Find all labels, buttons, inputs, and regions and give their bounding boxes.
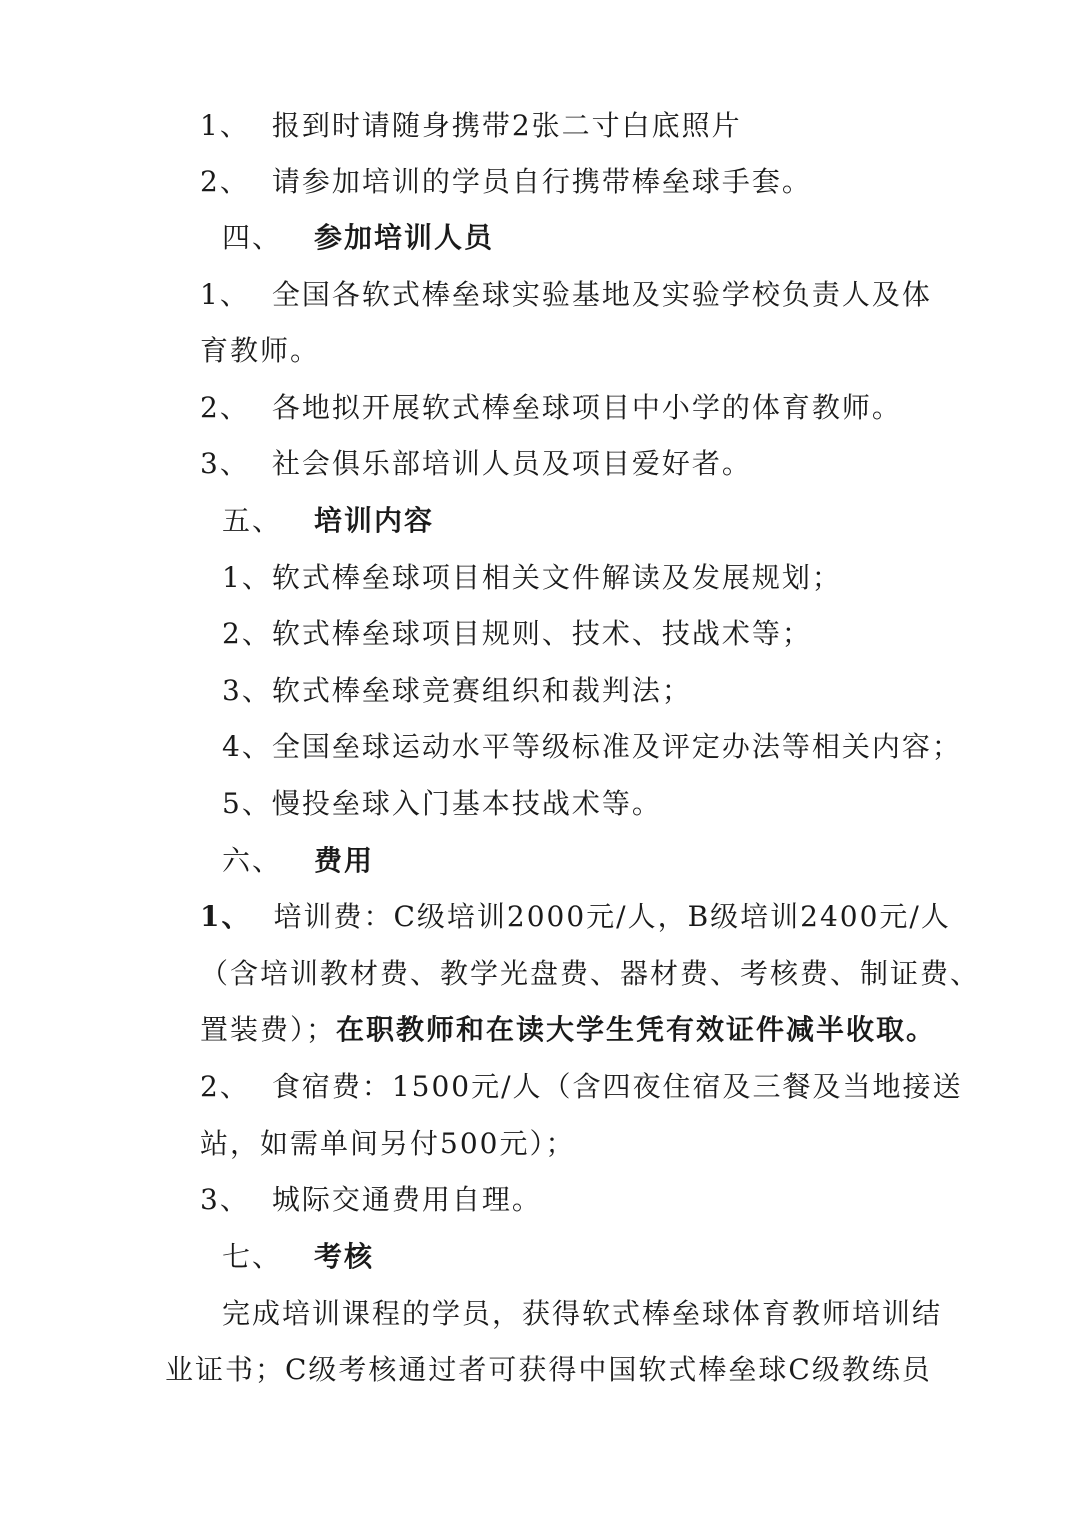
section-heading xyxy=(222,841,374,881)
item-text: 培训费：C级培训2000元/人，B级培训2400元/人 xyxy=(273,900,951,933)
item-text: 报到时请随身携带2张二寸白底照片 xyxy=(271,109,742,142)
paragraph-line: 完成培训课程的学员，获得软式棒垒球体育教师培训结 xyxy=(222,1297,943,1330)
list-item: 3、软式棒垒球竞赛组织和裁判法； xyxy=(222,674,692,707)
emphasis-text: 在职教师和在读大学生凭有效证件减半收取。 xyxy=(336,1013,937,1046)
list-item xyxy=(200,1180,542,1220)
item-number: 2、 xyxy=(200,165,250,198)
section-title: 参加培训人员 xyxy=(314,221,495,254)
item-number: 1、 xyxy=(200,900,252,933)
list-item-continuation xyxy=(200,1124,575,1164)
item-number: 3、 xyxy=(200,1183,250,1216)
list-item xyxy=(200,388,902,428)
list-item-continuation xyxy=(200,1010,936,1050)
item-number: 2、 xyxy=(200,391,250,424)
item-text: 各地拟开展软式棒垒球项目中小学的体育教师。 xyxy=(271,391,902,424)
item-text: 站，如需单间另付500元）； xyxy=(200,1127,576,1160)
section-heading xyxy=(222,1237,374,1277)
item-number: 2、 xyxy=(200,1070,250,1103)
paragraph-line: 业证书；C级考核通过者可获得中国软式棒垒球C级教练员 xyxy=(165,1353,932,1386)
list-item xyxy=(200,1067,963,1107)
section-number: 七、 xyxy=(222,1240,283,1273)
list-item xyxy=(200,162,812,202)
list-item-continuation xyxy=(200,954,980,994)
item-text: （含培训教材费、教学光盘费、器材费、考核费、制证费、 xyxy=(200,957,981,990)
list-item xyxy=(200,275,932,315)
list-item xyxy=(200,444,752,484)
section-title: 培训内容 xyxy=(314,504,435,537)
section-number: 五、 xyxy=(222,504,283,537)
section-heading xyxy=(222,218,494,258)
item-number: 1、 xyxy=(200,278,250,311)
list-item: 2、软式棒垒球项目规则、技术、技战术等； xyxy=(222,617,812,650)
item-number: 3、 xyxy=(200,447,250,480)
list-item xyxy=(200,897,951,937)
list-item-continuation xyxy=(200,331,320,371)
section-heading xyxy=(222,501,434,541)
section-title: 考核 xyxy=(314,1240,375,1273)
section-number: 四、 xyxy=(222,221,283,254)
item-text: 育教师。 xyxy=(200,334,321,367)
section-title: 费用 xyxy=(314,844,375,877)
list-item xyxy=(200,106,742,146)
item-text: 社会俱乐部培训人员及项目爱好者。 xyxy=(271,447,752,480)
item-text: 置装费）； xyxy=(200,1013,337,1046)
list-item: 4、全国垒球运动水平等级标准及评定办法等相关内容； xyxy=(222,730,962,763)
item-text: 城际交通费用自理。 xyxy=(271,1183,542,1216)
list-item: 5、慢投垒球入门基本技战术等。 xyxy=(222,787,662,820)
item-text: 请参加培训的学员自行携带棒垒球手套。 xyxy=(271,165,812,198)
item-text: 食宿费：1500元/人（含四夜住宿及三餐及当地接送 xyxy=(271,1070,963,1103)
item-number: 1、 xyxy=(200,109,250,142)
item-text: 全国各软式棒垒球实验基地及实验学校负责人及体 xyxy=(271,278,932,311)
list-item: 1、软式棒垒球项目相关文件解读及发展规划； xyxy=(222,561,842,594)
section-number: 六、 xyxy=(222,844,283,877)
